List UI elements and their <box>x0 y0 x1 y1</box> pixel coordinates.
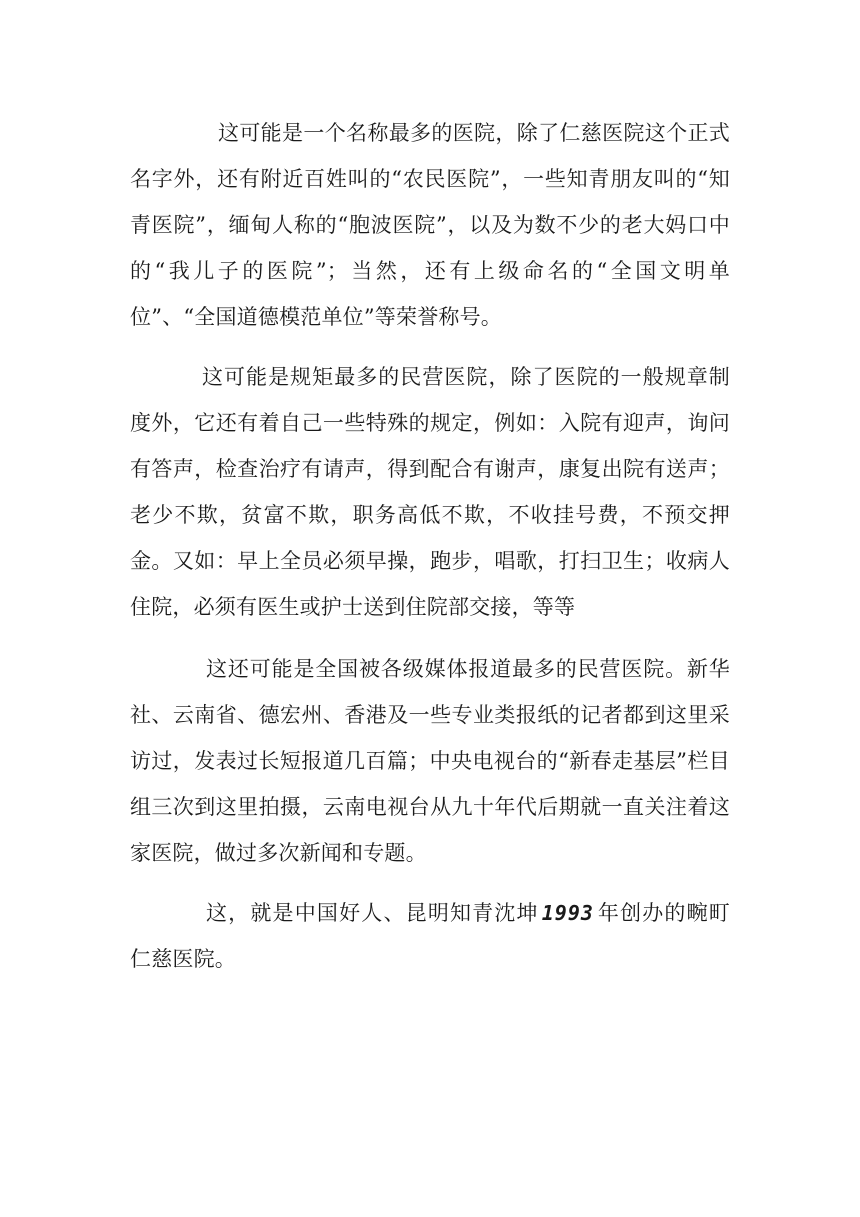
document-body <box>130 110 730 982</box>
paragraph-hospital-names: 这可能是一个名称最多的医院，除了仁慈医院这个正式名字外，还有附近百姓叫的“农民医院”，一些知青朋友叫的“知青医院”，缅甸人称的“胞波医院”，以及为数不少的老大妈口中的“我儿子的医院”；当然，还有上级命名的“全国文明单位”、“全国道德模范单位”等荣誉称号。 <box>130 121 730 329</box>
paragraph-closing <box>130 890 730 982</box>
closing-text-start: 这，就是中国好人、昆明知青沈坤 <box>206 901 539 925</box>
paragraph-hospital-rules: 这可能是规矩最多的民营医院，除了医院的一般规章制度外，它还有着自己一些特殊的规定，例如：入院有迎声，询问有答声，检查治疗有请声，得到配合有谢声，康复出院有送声；老少不欺，贫富不欺，职务高低不欺，不收挂号费，不预交押金。又如：早上全员必须早操，跑步，唱歌，打扫卫生；收病人住院，必须有医生或护士送到住院部交接，等等 <box>130 365 730 619</box>
founding-year: 1993 <box>541 901 594 925</box>
paragraph-media-coverage: 这还可能是全国被各级媒体报道最多的民营医院。新华社、云南省、德宏州、香港及一些专业类报纸的记者都到这里采访过，发表过长短报道几百篇；中央电视台的“新春走基层”栏目组三次到这里拍摄，云南电视台从九十年代后期就一直关注着这家医院，做过多次新闻和专题。 <box>130 657 730 865</box>
closing-text-end: 年创办的畹町仁慈医院。 <box>130 901 730 971</box>
